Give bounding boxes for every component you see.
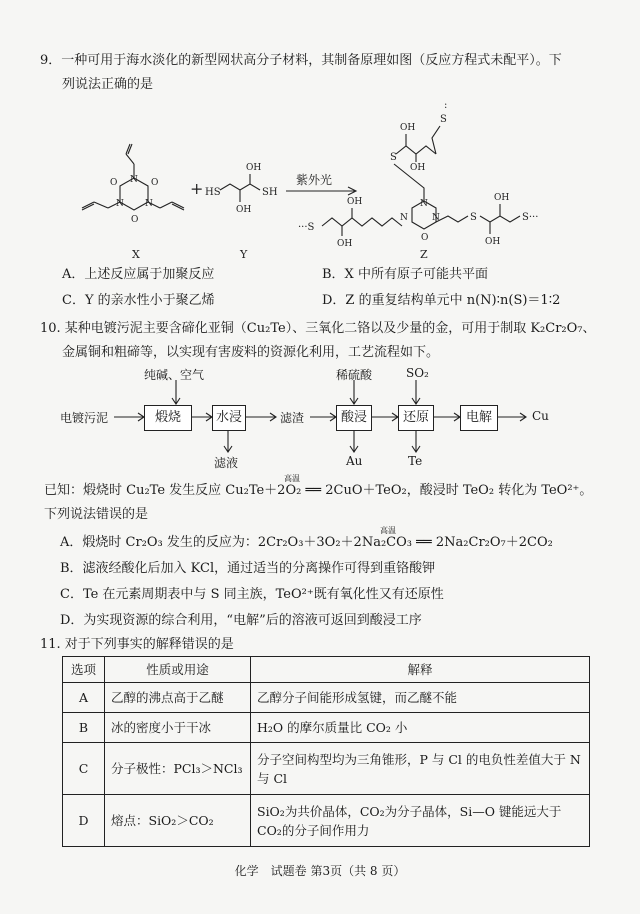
flow-box-reduce: 还原 <box>398 405 434 431</box>
flow-box-roast: 煅烧 <box>144 405 192 431</box>
q9-stem-line1: 9．一种可用于海水淡化的新型网状高分子材料，其制备原理如图（反应方程式未配平）。下 <box>40 53 562 68</box>
svg-text:N: N <box>432 213 440 223</box>
svg-text:···S: ···S <box>298 222 315 233</box>
flow-mid-residue: 滤渣 <box>280 411 305 425</box>
row-explanation: H₂O 的摩尔质量比 CO₂ 小 <box>251 713 590 743</box>
header-property: 性质或用途 <box>105 657 251 683</box>
flow-box-water-leach: 水浸 <box>212 405 246 431</box>
row-explanation: 分子空间构型均为三角锥形，P 与 Cl 的电负性差值大于 N 与 Cl <box>251 743 590 795</box>
q9-stem-line2: 列说法正确的是 <box>62 77 154 92</box>
q10-option-a: A．煅烧时 Cr₂O₃ 发生的反应为：2Cr₂O₃＋3O₂＋2Na₂CO₃ ══ 2Na₂Cr₂O₇＋2CO₂ <box>60 535 553 550</box>
row-property: 熔点：SiO₂＞CO₂ <box>105 795 251 847</box>
flow-output-filtrate: 滤液 <box>214 456 239 470</box>
label-x: X <box>132 248 140 261</box>
flow-start-sludge: 电镀污泥 <box>60 411 109 425</box>
svg-text:OH: OH <box>337 239 353 249</box>
q9-option-a: A．上述反应属于加聚反应 <box>62 267 215 282</box>
label-y: Y <box>240 248 248 261</box>
reaction-scheme-diagram <box>60 98 620 268</box>
flow-input-soda-air: 纯碱、空气 <box>144 368 205 382</box>
svg-text:O: O <box>131 215 139 225</box>
q9-option-b: B．X 中所有原子可能共平面 <box>322 267 488 282</box>
svg-text:O: O <box>110 178 118 188</box>
table-row <box>63 795 590 847</box>
q10-option-d: D．为实现资源的综合利用，“电解”后的溶液可返回到酸浸工序 <box>60 613 422 628</box>
arrow-label-uv: 紫外光 <box>296 173 333 187</box>
svg-text::: : <box>444 100 448 111</box>
q10-option-b: B．滤液经酸化后加入 KCl，通过适当的分离操作可得到重铬酸钾 <box>60 561 436 576</box>
molecule-x-structure <box>82 144 184 225</box>
row-option: B <box>63 713 105 743</box>
svg-text:OH: OH <box>400 123 416 133</box>
flow-output-te: Te <box>408 454 423 468</box>
svg-text:OH: OH <box>236 205 252 215</box>
svg-text:SH: SH <box>262 187 278 198</box>
svg-text:OH: OH <box>347 197 363 207</box>
table-header-row <box>63 657 590 683</box>
svg-text:N: N <box>420 199 428 209</box>
q10-prompt: 下列说法错误的是 <box>44 507 149 522</box>
row-explanation: SiO₂为共价晶体，CO₂为分子晶体，Si—O 键能远大于 CO₂的分子间作用力 <box>251 795 590 847</box>
svg-text:OH: OH <box>485 237 501 247</box>
flow-end-cu: Cu <box>532 409 549 423</box>
flow-input-dilute-acid: 稀硫酸 <box>336 368 373 382</box>
row-option: D <box>63 795 105 847</box>
flow-box-acid-leach: 酸浸 <box>336 405 372 431</box>
row-property: 分子极性：PCl₃＞NCl₃ <box>105 743 251 795</box>
svg-text:O: O <box>151 178 159 188</box>
flow-output-au: Au <box>346 454 363 468</box>
svg-text:S: S <box>440 114 447 125</box>
svg-text:HS: HS <box>205 187 221 198</box>
q10-known-line: 已知：煅烧时 Cu₂Te 发生反应 Cu₂Te＋2O₂ ══ 2CuO＋TeO₂，酸浸时 TeO₂ 转化为 TeO²⁺。 <box>44 483 593 498</box>
table-row <box>63 743 590 795</box>
header-option: 选项 <box>63 657 105 683</box>
svg-text:O: O <box>421 233 429 243</box>
q9-option-d: D．Z 的重复结构单元中 n(N)∶n(S)＝1∶2 <box>322 293 561 308</box>
row-explanation: 乙醇分子间能形成氢键，而乙醚不能 <box>251 683 590 713</box>
page-footer: 化学 试题卷 第3页（共 8 页） <box>234 864 406 878</box>
svg-text:OH: OH <box>494 193 510 203</box>
svg-text:N: N <box>130 175 138 185</box>
svg-text:N: N <box>145 199 153 209</box>
table-row <box>63 713 590 743</box>
svg-text:N: N <box>400 213 408 223</box>
svg-text:OH: OH <box>246 163 262 173</box>
row-option: A <box>63 683 105 713</box>
header-explanation: 解释 <box>251 657 590 683</box>
svg-text:S: S <box>470 212 477 223</box>
molecule-z-structure <box>298 100 538 249</box>
flow-input-so2: SO₂ <box>406 366 429 380</box>
svg-text:S···: S··· <box>522 212 539 223</box>
q10-stem-line2: 金属铜和粗碲等，以实现有害废料的资源化利用，工艺流程如下。 <box>62 345 440 360</box>
svg-text:+: + <box>190 179 204 198</box>
label-z: Z <box>420 248 428 261</box>
row-property: 冰的密度小于干冰 <box>105 713 251 743</box>
high-temp-mark-2: 高温 <box>380 526 396 535</box>
row-option: C <box>63 743 105 795</box>
high-temp-mark-1: 高温 <box>284 474 300 483</box>
svg-text:S: S <box>390 152 397 163</box>
q11-table <box>62 656 590 847</box>
row-property: 乙醇的沸点高于乙醚 <box>105 683 251 713</box>
q10-option-c: C．Te 在元素周期表中与 S 同主族，TeO²⁺既有氧化性又有还原性 <box>60 587 444 602</box>
svg-text:OH: OH <box>410 163 426 173</box>
molecule-y-structure <box>205 163 278 215</box>
q9-option-c: C．Y 的亲水性小于聚乙烯 <box>62 293 215 308</box>
svg-text:N: N <box>116 199 124 209</box>
q11-stem: 11. 对于下列事实的解释错误的是 <box>40 637 234 652</box>
q10-stem-line1: 10. 某种电镀污泥主要含碲化亚铜（Cu₂Te）、三氧化二铬以及少量的金，可用于制取 K₂Cr₂O₇、 <box>40 321 596 336</box>
table-row <box>63 683 590 713</box>
flow-box-electrolysis: 电解 <box>460 405 498 431</box>
